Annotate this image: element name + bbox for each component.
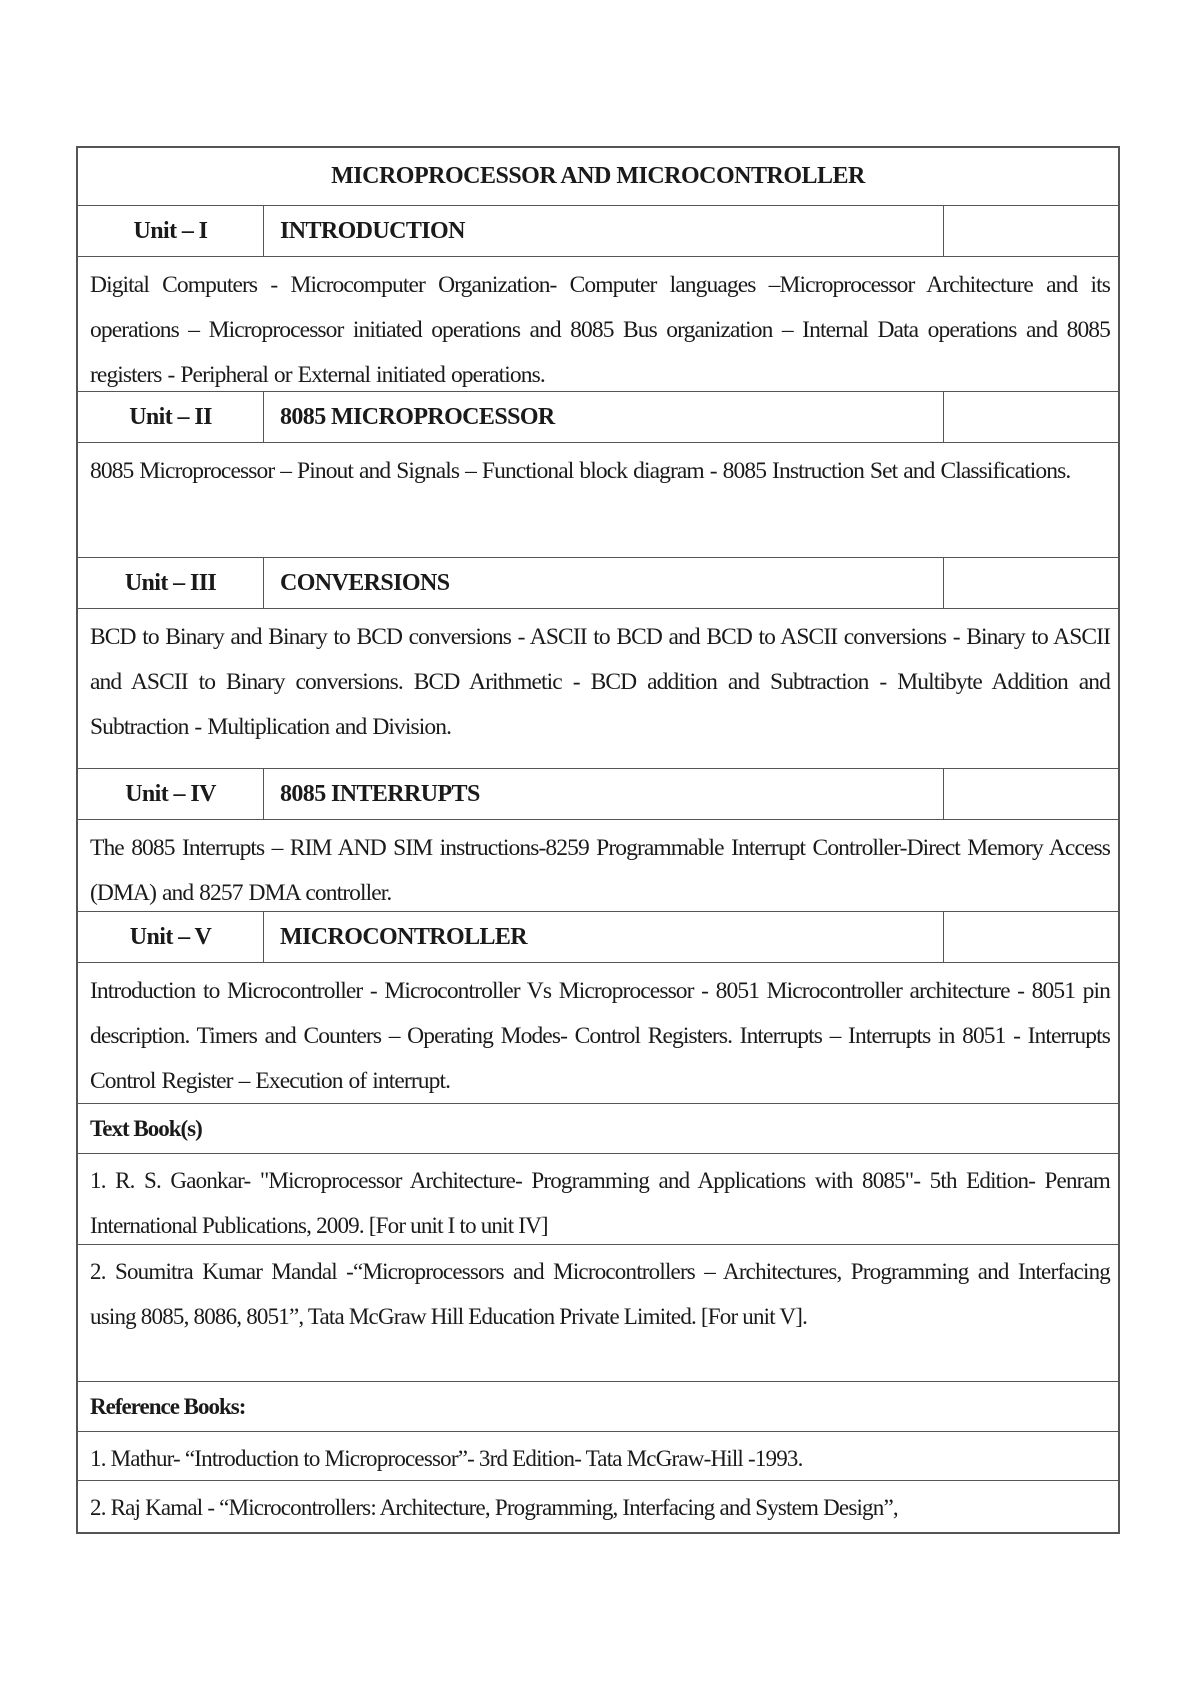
text-book-item: 2. Soumitra Kumar Mandal -“Microprocessors and Microcontrollers – Architectures, Programming and Interfacing using 8085, 8086, 8051”, Tata McGraw Hill Education Private Limited. [For unit V]. [78,1245,1118,1382]
unit-number: Unit – II [78,392,264,442]
text-books-heading: Text Book(s) [78,1104,1118,1154]
unit-header-1 [78,206,1118,257]
unit-hours [944,558,1118,608]
unit-content-2: 8085 Microprocessor – Pinout and Signals – Functional block diagram - 8085 Instruction Set and Classifications. [78,443,1118,558]
unit-hours [944,206,1118,256]
unit-title: 8085 INTERRUPTS [264,769,944,819]
unit-title: INTRODUCTION [264,206,944,256]
reference-book-item: 1. Mathur- “Introduction to Microprocessor”- 3rd Edition- Tata McGraw-Hill -1993. [78,1432,1118,1481]
syllabus-table [76,146,1120,1534]
unit-header-2 [78,392,1118,443]
unit-hours [944,912,1118,962]
unit-title: MICROCONTROLLER [264,912,944,962]
unit-title: 8085 MICROPROCESSOR [264,392,944,442]
unit-hours [944,769,1118,819]
unit-header-5 [78,912,1118,963]
unit-title: CONVERSIONS [264,558,944,608]
unit-number: Unit – V [78,912,264,962]
unit-number: Unit – IV [78,769,264,819]
course-title: MICROPROCESSOR AND MICROCONTROLLER [78,148,1118,206]
unit-content-5: Introduction to Microcontroller - Microcontroller Vs Microprocessor - 8051 Microcontroller architecture - 8051 pin description. Timers and Counters – Operating Modes- Control Registers. Interrupts – Interrupts in 8051 - Interrupts Control Register – Execution of interrupt. [78,963,1118,1104]
reference-book-item: 2. Raj Kamal - “Microcontrollers: Architecture, Programming, Interfacing and System Design”, [90,1495,898,1520]
unit-header-4 [78,769,1118,820]
unit-header-3 [78,558,1118,609]
text-book-item: 1. R. S. Gaonkar- "Microprocessor Architecture- Programming and Applications with 8085"- 5th Edition- Penram International Publications, 2009. [For unit I to unit IV] [78,1154,1118,1245]
unit-content-4: The 8085 Interrupts – RIM AND SIM instructions-8259 Programmable Interrupt Controller-Direct Memory Access (DMA) and 8257 DMA controller. [78,820,1118,912]
unit-number: Unit – III [78,558,264,608]
unit-hours [944,392,1118,442]
unit-content-1: Digital Computers - Microcomputer Organization- Computer languages –Microprocessor Architecture and its operations – Microprocessor initiated operations and 8085 Bus organization – Internal Data operations and 8085 registers - Peripheral or External initiated operations. [78,257,1118,392]
unit-content-3: BCD to Binary and Binary to BCD conversions - ASCII to BCD and BCD to ASCII conversions - Binary to ASCII and ASCII to Binary conversions. BCD Arithmetic - BCD addition and Subtraction - Multibyte Addition and Subtraction - Multiplication and Division. [78,609,1118,769]
reference-books-heading: Reference Books: [78,1382,1118,1432]
unit-number: Unit – I [78,206,264,256]
